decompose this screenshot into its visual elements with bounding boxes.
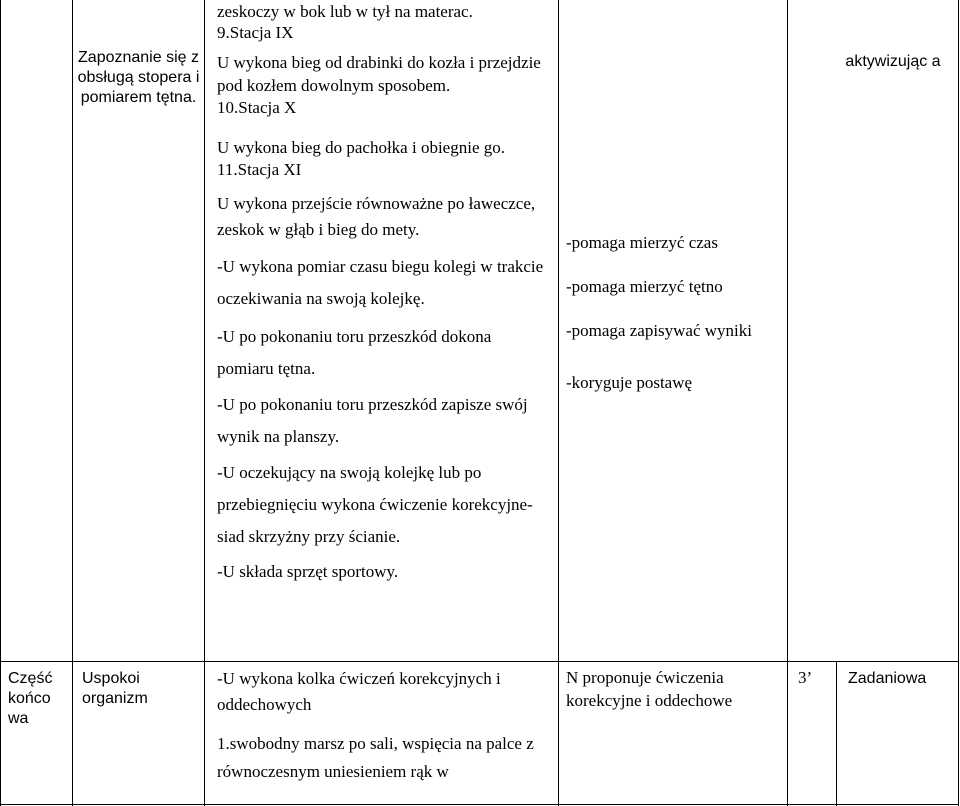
- teacher-line: -pomaga mierzyć tętno: [566, 277, 723, 296]
- table-border: [72, 0, 73, 806]
- activity-line: zeskoczy w bok lub w tył na materac.: [217, 2, 473, 21]
- activity-line: U wykona bieg od drabinki do kozła i przejdzie pod kozłem dowolnym sposobem.: [217, 53, 541, 95]
- teacher-cell: [566, 230, 781, 396]
- section-cell: [8, 669, 68, 729]
- time-cell: [798, 666, 834, 689]
- teacher-text: N proponuje ćwiczenia korekcyjne i oddechowe: [566, 668, 733, 710]
- table-border: [836, 662, 837, 806]
- activity-line: 10.Stacja X: [217, 98, 297, 117]
- activity-line: 9.Stacja IX: [217, 23, 294, 42]
- teacher-cell: [566, 666, 781, 712]
- activity-line: -U składa sprzęt sportowy.: [217, 562, 399, 581]
- table-border: [0, 661, 959, 662]
- method-text: aktywizując a: [845, 53, 941, 70]
- activity-line: U wykona przejście równoważne po ławeczce, zeskok w głąb i bieg do mety.: [217, 194, 536, 239]
- activity-line: -U po pokonaniu toru przeszkód zapisze swój wynik na planszy.: [217, 395, 528, 446]
- objective-text: Uspokoi organizm: [82, 670, 148, 707]
- activity-cell: [217, 666, 552, 786]
- activity-line: U wykona bieg do pachołka i obiegnie go.: [217, 138, 505, 157]
- table-border: [958, 0, 959, 806]
- time-text: 3’: [798, 668, 813, 687]
- teacher-line: -pomaga mierzyć czas: [566, 233, 718, 252]
- teacher-line: -pomaga zapisywać wyniki: [566, 321, 752, 340]
- activity-line: 11.Stacja XI: [217, 160, 302, 179]
- objective-text: Zapoznanie się z obsługą stopera i pomiarem tętna.: [77, 49, 200, 106]
- activity-line: -U oczekujący na swoją kolejkę lub po przebiegnięciu wykona ćwiczenie korekcyjne- siad skrzyżny przy ścianie.: [217, 463, 533, 546]
- method-cell: [837, 52, 949, 72]
- activity-line: -U po pokonaniu toru przeszkód dokona pomiaru tętna.: [217, 327, 492, 378]
- activity-line: 1.swobodny marsz po sali, wspięcia na palce z równoczesnym uniesieniem rąk w: [217, 734, 534, 781]
- activity-line: -U wykona kolka ćwiczeń korekcyjnych i oddechowych: [217, 669, 501, 714]
- objective-cell: [82, 669, 200, 709]
- table-border: [787, 0, 788, 806]
- section-text: Część końco wa: [8, 670, 53, 727]
- method-cell: [848, 669, 956, 689]
- objective-cell: [73, 48, 204, 108]
- table-border: [558, 0, 559, 806]
- table-border: [0, 804, 959, 805]
- activity-cell: [217, 0, 552, 585]
- activity-line: -U wykona pomiar czasu biegu kolegi w trakcie oczekiwania na swoją kolejkę.: [217, 257, 544, 308]
- method-text: Zadaniowa: [848, 670, 927, 687]
- table-border: [204, 0, 205, 806]
- teacher-line: -koryguje postawę: [566, 373, 693, 392]
- table-border: [0, 0, 1, 806]
